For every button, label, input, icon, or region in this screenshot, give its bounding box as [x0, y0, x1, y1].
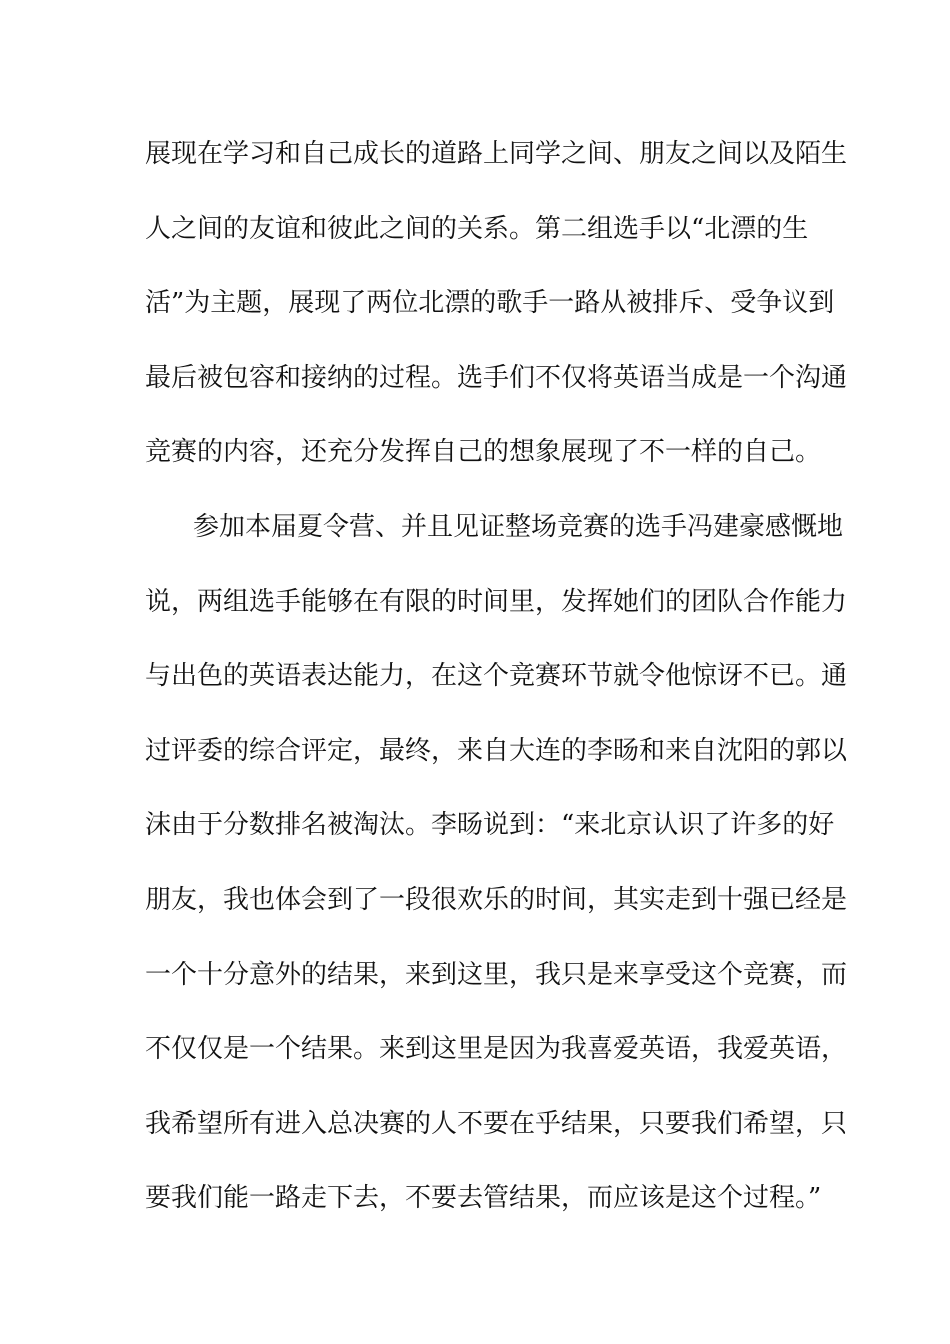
text-line-2: 人之间的友谊和彼此之间的关系。第二组选手以“北漂的生 [145, 213, 809, 244]
text-line-8: 与出色的英语表达能力，在这个竞赛环节就令他惊讶不已。通 [145, 661, 848, 692]
text-line-6: 参加本届夏令营、并且见证整场竞赛的选手冯建豪感慨地 [193, 511, 844, 542]
text-line-4: 最后被包容和接纳的过程。选手们不仅将英语当成是一个沟通 [145, 362, 848, 393]
text-line-15: 要我们能一路走下去，不要去管结果，而应该是这个过程。” [145, 1183, 822, 1214]
text-line-11: 朋友，我也体会到了一段很欢乐的时间，其实走到十强已经是 [145, 884, 848, 915]
body-text [145, 127, 848, 1246]
text-line-9: 过评委的综合评定，最终，来自大连的李旸和来自沈阳的郭以 [145, 735, 848, 766]
text-line-14: 我希望所有进入总决赛的人不要在乎结果，只要我们希望，只 [145, 1108, 848, 1139]
text-line-3: 活”为主题，展现了两位北漂的歌手一路从被排斥、受争议到 [145, 288, 835, 319]
text-line-12: 一个十分意外的结果，来到这里，我只是来享受这个竞赛，而 [145, 959, 848, 990]
text-line-10: 沫由于分数排名被淘汰。李旸说到：“来北京认识了许多的好 [145, 810, 835, 841]
text-line-13: 不仅仅是一个结果。来到这里是因为我喜爱英语，我爱英语， [145, 1034, 848, 1065]
text-line-7: 说，两组选手能够在有限的时间里，发挥她们的团队合作能力 [145, 586, 848, 617]
text-line-1: 展现在学习和自己成长的道路上同学之间、朋友之间以及陌生 [145, 139, 848, 169]
text-line-5: 竞赛的内容，还充分发挥自己的想象展现了不一样的自己。 [145, 437, 822, 468]
